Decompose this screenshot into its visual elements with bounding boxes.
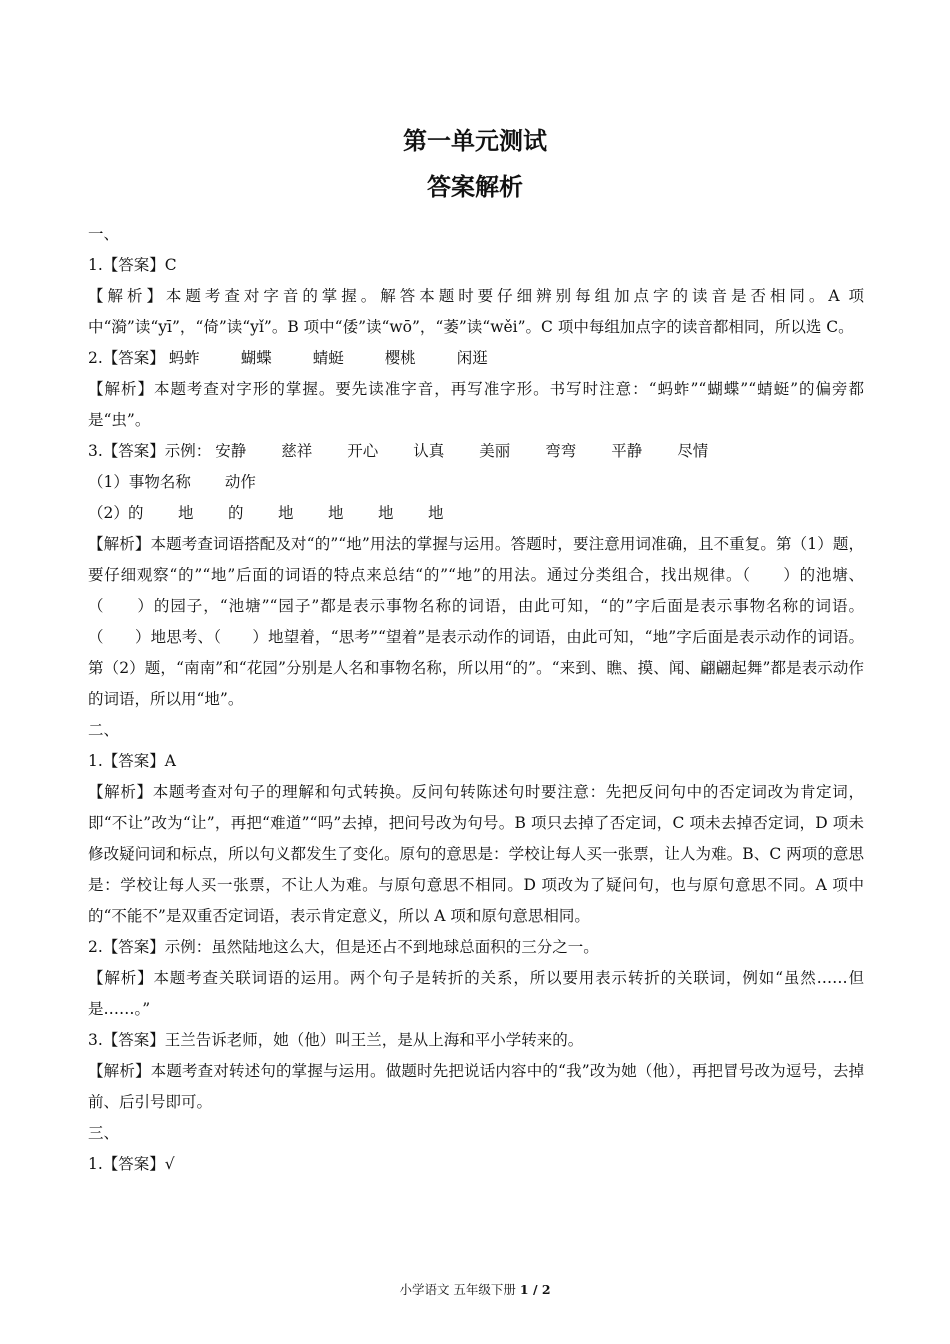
- s1-q1-analysis: 【解析】本题考查对字音的掌握。解答本题时要仔细辨别每组加点字的读音是否相同。A 项中“漪”读“yī”，“倚”读“yǐ”。B 项中“倭”读“wō”，“萎”读“wěi”。C 项中每组加点字的读音都相同，所以选 C。: [88, 287, 864, 336]
- s1-q3-part1-label: （1）: [88, 473, 129, 491]
- s2-q3-analysis: 【解析】本题考查对转述句的掌握与运用。做题时先把说话内容中的“我”改为她（他），再把冒号改为逗号，去掉前、后引号即可。: [88, 1062, 864, 1111]
- s1-q3-part2: [88, 498, 864, 529]
- s1-q3-part2-word: 的: [128, 504, 144, 522]
- s3-q1-answer: 1.【答案】√: [88, 1155, 175, 1173]
- s1-q3-part2-label: （2）: [88, 504, 129, 522]
- s1-q2-answer: [88, 343, 864, 374]
- s1-q3-part1: [88, 467, 864, 498]
- page-title: 第一单元测试: [403, 127, 547, 155]
- page-number: 1 / 2: [519, 1282, 551, 1297]
- s1-q3-word: 认真: [413, 442, 445, 460]
- page-subtitle: 答案解析: [427, 173, 523, 201]
- s1-q3-part2-word: 地: [328, 504, 344, 522]
- s1-q1-answer: 1.【答案】C: [88, 256, 177, 274]
- s1-q3-word: 安静: [215, 442, 247, 460]
- s1-q3-part2-word: 地: [378, 504, 394, 522]
- answer-body: [88, 219, 864, 1180]
- s1-q2-analysis: 【解析】本题考查对字形的掌握。要先读准字音，再写准字形。书写时注意：“蚂蚱”“蝴蝶”“蜻蜓”的偏旁都是“虫”。: [88, 380, 864, 429]
- s1-q3-analysis: 【解析】本题考查词语搭配及对“的”“地”用法的掌握与运用。答题时，要注意用词准确，且不重复。第（1）题，要仔细观察“的”“地”后面的词语的特点来总结“的”“地”的用法。通过分类组合，找出规律。（ ）的池塘、（ ）的园子，“池塘”“园子”都是表示事物名称的词语，由此可知，“的”字后面是表示事物名称的词语。（ ）地思考、（ ）地望着，“思考”“望着”是表示动作的词语，由此可知，“地”字后面是表示动作的词语。第（2）题，“南南”和“花园”分别是人名和事物名称，所以用“的”。“来到、瞧、摸、闻、翩翩起舞”都是表示动作的词语，所以用“地”。: [88, 535, 864, 708]
- s1-q2-word: 蜻蜓: [312, 349, 344, 367]
- s1-q3-word: 尽情: [677, 442, 709, 460]
- s1-q3-word: 平静: [611, 442, 643, 460]
- s1-q3-part2-word: 地: [178, 504, 194, 522]
- s1-q3-part1-word: 动作: [224, 473, 256, 491]
- s1-q3-word: 慈祥: [281, 442, 313, 460]
- footer-text: 小学语文 五年级下册: [399, 1282, 520, 1297]
- s2-q2-analysis: 【解析】本题考查关联词语的运用。两个句子是转折的关系，所以要用表示转折的关联词，例如“虽然……但是……。”: [88, 969, 864, 1018]
- s1-q2-word: 闲逛: [456, 349, 488, 367]
- s1-q2-word: 樱桃: [384, 349, 416, 367]
- s1-q3-part2-word: 地: [428, 504, 444, 522]
- section-1-heading: 一、: [88, 225, 120, 243]
- s2-q2-answer: 2.【答案】示例：虽然陆地这么大，但是还占不到地球总面积的三分之一。: [88, 938, 599, 956]
- s1-q3-part2-word: 地: [278, 504, 294, 522]
- s1-q3-word: 美丽: [479, 442, 511, 460]
- s1-q3-word: 弯弯: [545, 442, 577, 460]
- s1-q3-part1-word: 事物名称: [128, 473, 191, 491]
- s1-q3-word: 开心: [347, 442, 379, 460]
- section-3-heading: 三、: [88, 1124, 120, 1142]
- s1-q3-answer: [88, 436, 864, 467]
- s1-q3-label: 3.【答案】示例：: [88, 442, 212, 460]
- s1-q2-word: 蝴蝶: [240, 349, 272, 367]
- s2-q1-analysis: 【解析】本题考查对句子的理解和句式转换。反问句转陈述句时要注意：先把反问句中的否定词改为肯定词，即“不让”改为“让”，再把“难道”“吗”去掉，把问号改为句号。B 项只去掉了否定词，C 项未去掉否定词，D 项未修改疑问词和标点，所以句义都发生了变化。原句的意思是：学校让每人买一张票，让人为难。B、C 两项的意思是：学校让每人买一张票，不让人为难。与原句意思不相同。D 项改为了疑问句，也与原句意思不同。A 项中的“不能不”是双重否定词语，表示肯定意义，所以 A 项和原句意思相同。: [88, 783, 864, 925]
- s1-q2-word: 蚂蚱: [168, 349, 200, 367]
- section-2-heading: 二、: [88, 721, 120, 739]
- s2-q3-answer: 3.【答案】王兰告诉老师，她（他）叫王兰，是从上海和平小学转来的。: [88, 1031, 584, 1049]
- s2-q1-answer: 1.【答案】A: [88, 752, 176, 770]
- s1-q3-part2-word: 的: [228, 504, 244, 522]
- s1-q2-label: 2.【答案】: [88, 349, 165, 367]
- page-footer: [0, 1282, 950, 1298]
